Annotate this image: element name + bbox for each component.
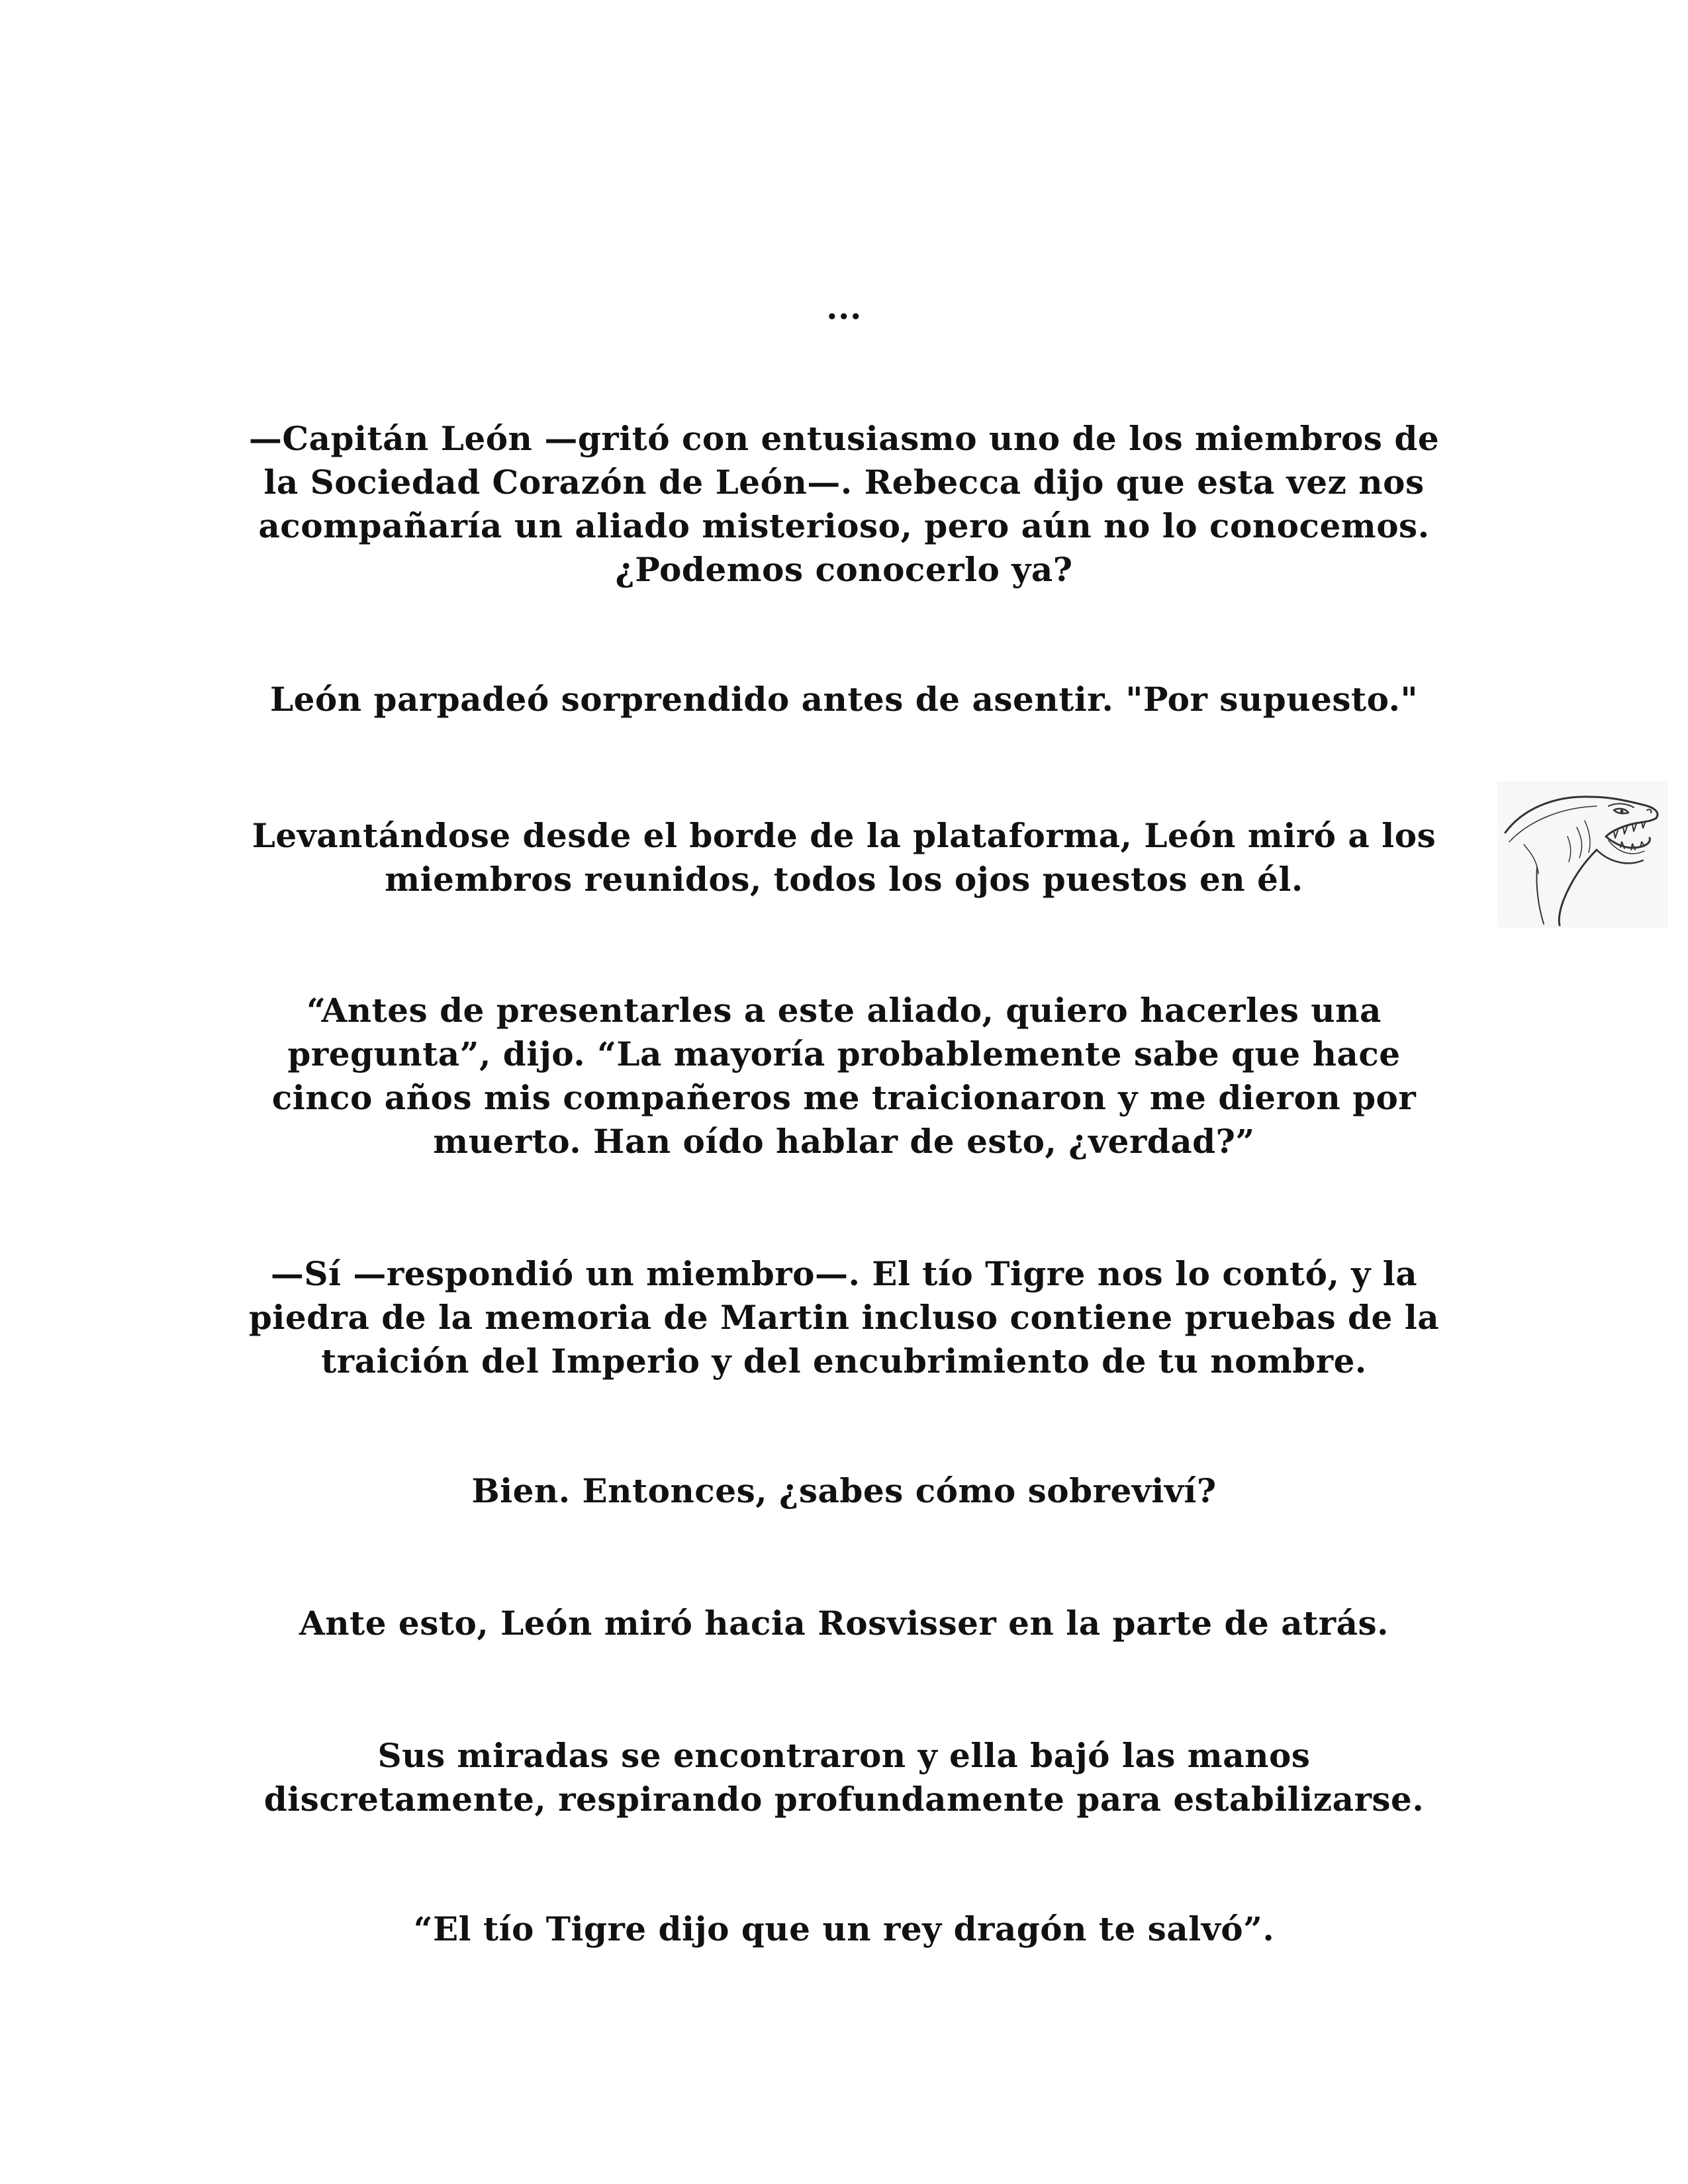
paragraph-1 — [199, 417, 1489, 592]
paragraph-line: —Sí —respondió un miembro—. El tío Tigre nos lo contó, y la — [270, 1254, 1418, 1293]
paragraph-line: León parpadeó sorprendido antes de asentir. "Por supuesto." — [269, 680, 1419, 719]
separator-text: ... — [826, 288, 862, 327]
paragraph-line: pregunta”, dijo. “La mayoría probablemente sabe que hace — [287, 1034, 1401, 1073]
paragraph-line: Levantándose desde el borde de la plataforma, León miró a los — [252, 816, 1436, 855]
paragraph-7 — [199, 1602, 1489, 1645]
paragraph-9 — [199, 1907, 1489, 1951]
paragraph-line: “El tío Tigre dijo que un rey dragón te salvó”. — [413, 1909, 1275, 1948]
paragraph-line: la Sociedad Corazón de León—. Rebecca dijo que esta vez nos — [263, 463, 1425, 502]
paragraph-5 — [199, 1252, 1489, 1383]
paragraph-line: Ante esto, León miró hacia Rosvisser en la parte de atrás. — [299, 1604, 1389, 1643]
paragraph-line: —Capitán León —gritó con entusiasmo uno de los miembros de — [248, 419, 1440, 458]
paragraph-line: traición del Imperio y del encubrimiento de tu nombre. — [321, 1342, 1367, 1381]
paragraph-line: discretamente, respirando profundamente para estabilizarse. — [263, 1780, 1425, 1819]
paragraph-6 — [199, 1469, 1489, 1513]
paragraph-line: piedra de la memoria de Martin incluso contiene pruebas de la — [248, 1298, 1440, 1337]
paragraph-line: Bien. Entonces, ¿sabes cómo sobreviví? — [471, 1471, 1217, 1510]
paragraph-line: acompañaría un aliado misterioso, pero aún no lo conocemos. — [258, 506, 1430, 545]
paragraph-line: Sus miradas se encontraron y ella bajó las manos — [377, 1736, 1311, 1775]
paragraph-line: ¿Podemos conocerlo ya? — [615, 550, 1073, 589]
paragraph-line: “Antes de presentarles a este aliado, quiero hacerles una — [306, 991, 1382, 1030]
paragraph-8 — [199, 1734, 1489, 1821]
paragraph-line: muerto. Han oído hablar de esto, ¿verdad?” — [433, 1122, 1255, 1161]
paragraph-2 — [199, 678, 1489, 721]
paragraph-line: miembros reunidos, todos los ojos puestos en él. — [385, 860, 1303, 899]
paragraph-3 — [199, 814, 1489, 901]
paragraph-4 — [199, 989, 1489, 1163]
scene-separator — [199, 286, 1489, 330]
paragraph-line: cinco años mis compañeros me traicionaron y me dieron por — [271, 1078, 1417, 1117]
dinosaur-sketch-icon — [1497, 781, 1668, 928]
